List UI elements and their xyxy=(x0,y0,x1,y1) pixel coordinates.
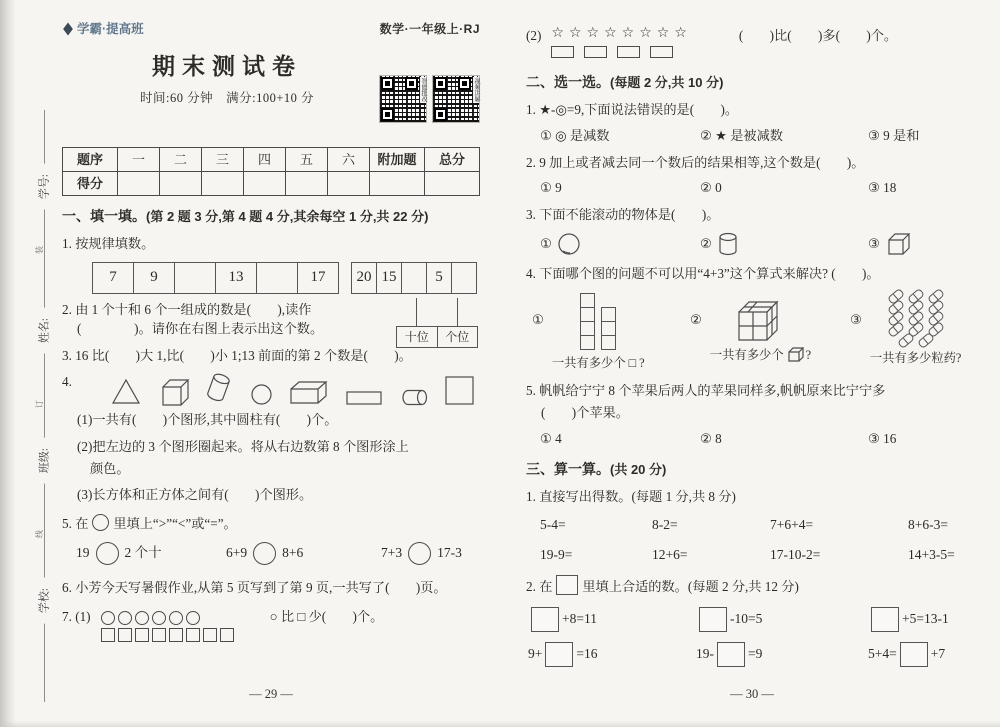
square-shape xyxy=(152,628,166,642)
cuboid-icon xyxy=(288,378,330,406)
qr-finder-icon xyxy=(405,77,418,90)
option-mark: ① xyxy=(540,236,552,252)
compare-left: 19 xyxy=(76,545,90,561)
cylinder-icon xyxy=(717,231,739,257)
section3-heading xyxy=(526,459,978,480)
equation: 14+3-5= xyxy=(908,546,955,562)
s2-q4-figures xyxy=(526,292,978,372)
q5-label-pre: 5. 在 xyxy=(62,516,89,532)
star-icon: ☆ xyxy=(621,25,637,41)
q4-shapes-row xyxy=(110,372,480,406)
score-row-label: 得分 xyxy=(63,171,118,195)
q4-block xyxy=(62,372,480,406)
option-mark: ① xyxy=(532,311,544,327)
q7-2-question: ( )比( )多( )个。 xyxy=(738,28,898,43)
option: ③ 16 xyxy=(868,430,897,446)
strip-cell: 17 xyxy=(297,263,338,293)
strip-cell-blank xyxy=(401,263,426,293)
circle-shape xyxy=(152,611,166,625)
s2-q1-options xyxy=(526,126,978,146)
brand-logo xyxy=(62,20,144,39)
equation: 8-2= xyxy=(652,517,678,533)
equation: 12+6= xyxy=(652,546,688,562)
score-header-cell: 五 xyxy=(286,147,328,171)
rect-shape xyxy=(617,46,640,58)
option: ③ 9 是和 xyxy=(868,127,920,143)
s2-q3-text: 3. 下面不能滚动的物体是( )。 xyxy=(526,207,720,223)
option: ① ◎ 是减数 xyxy=(540,127,610,143)
section2-note: (每题 2 分,共 10 分) xyxy=(610,75,724,90)
strip-cell-blank xyxy=(256,263,297,293)
answer-box xyxy=(699,607,727,632)
q4-sub3: (3)长方体和正方体之间有( )个图形。 xyxy=(77,487,313,503)
equation: 5-4= xyxy=(540,517,566,533)
section1-heading xyxy=(62,206,480,227)
strip-cell-blank xyxy=(451,263,476,293)
stars-row xyxy=(551,26,689,40)
qr-finder-icon xyxy=(434,108,447,121)
s3-q1-row2 xyxy=(526,545,978,565)
star-icon: ☆ xyxy=(604,25,619,41)
strip-cell: 7 xyxy=(109,269,117,286)
section2-title: 二、选一选。 xyxy=(526,74,610,90)
caption-pre: 一共有多少个 xyxy=(709,347,784,362)
equation: 19-9= xyxy=(540,546,573,562)
q2-line1: 2. 由 1 个十和 6 个一组成的数是( ),读作 xyxy=(62,301,312,317)
option: ② 8 xyxy=(700,430,722,446)
option-mark: ③ xyxy=(868,236,880,252)
qr-group xyxy=(379,75,480,123)
pills-group xyxy=(885,292,947,345)
eq-pre: 19- xyxy=(696,646,714,662)
answer-box xyxy=(900,642,928,667)
section1-note: (第 2 题 3 分,第 4 题 4 分,其余每空 1 分,共 22 分) xyxy=(146,208,429,224)
eq-post: +7 xyxy=(930,646,946,662)
paper-title: 期末测试卷 xyxy=(152,52,302,79)
eq-post: +8=11 xyxy=(562,611,597,627)
page-number-left: — 29 — xyxy=(249,687,293,702)
option: ③ 18 xyxy=(868,180,897,196)
square-shape xyxy=(169,628,183,642)
option-mark: ② xyxy=(690,311,702,327)
score-header-cell: 六 xyxy=(328,147,370,171)
option: ② 0 xyxy=(700,180,722,196)
edition-label: 数学·一年级上·RJ xyxy=(379,22,480,36)
square-shape xyxy=(601,335,616,350)
option: ① 9 xyxy=(540,180,562,196)
counting-stick xyxy=(416,298,417,326)
square-shape xyxy=(580,335,595,350)
q3-text: 3. 16 比( )大 1,比( )小 1;13 前面的第 2 个数是( )。 xyxy=(62,348,412,364)
equation: 8+6-3= xyxy=(908,517,948,533)
s2-q2-options xyxy=(526,178,978,198)
binding-char-zhuang: 装 xyxy=(35,246,44,254)
section3-title: 三、算一算。 xyxy=(526,460,610,477)
ones-place-label: 个位 xyxy=(437,327,478,347)
s2-q4-text: 4. 下面哪个图的问题不可以用“4+3”这个算式来解决? ( )。 xyxy=(526,265,880,281)
score-cell-empty xyxy=(425,171,480,195)
square-shape xyxy=(601,321,616,336)
square-stack-3 xyxy=(601,308,616,350)
strip-cell: 20 xyxy=(356,269,372,286)
score-header-cell: 附加题 xyxy=(370,147,425,171)
star-icon: ☆ xyxy=(639,25,654,41)
counting-stick xyxy=(457,298,458,326)
q7-2-figure xyxy=(551,26,689,58)
square-shape xyxy=(186,628,200,642)
square-stack-4 xyxy=(580,294,595,350)
rects-row xyxy=(551,46,689,58)
rect-shape xyxy=(650,46,673,58)
compare-right: 17-3 xyxy=(437,545,462,561)
q4-number: 4. xyxy=(62,373,72,389)
eq-post: =9 xyxy=(748,646,763,662)
square-shape xyxy=(203,628,217,642)
circle-shape xyxy=(135,611,149,625)
s2-q2-text: 2. 9 加上或者减去同一个数后的结果相等,这个数是( )。 xyxy=(526,154,865,170)
q4-figure-3 xyxy=(850,292,978,372)
place-value-chart xyxy=(396,326,478,348)
score-cell-empty xyxy=(160,171,202,195)
s3-q2-row2 xyxy=(526,642,978,667)
paper-subtitle: 时间:60 分钟 满分:100+10 分 xyxy=(140,91,314,106)
number-strip-1 xyxy=(92,262,339,294)
box-equation xyxy=(528,642,696,667)
compare-item xyxy=(226,542,381,565)
score-cell-empty xyxy=(370,171,425,195)
q2-block xyxy=(62,300,480,344)
eq-post: -10=5 xyxy=(730,611,763,627)
circle-shape xyxy=(118,611,132,625)
box-equation xyxy=(696,642,868,667)
answer-box xyxy=(717,642,745,667)
score-header-cell: 总分 xyxy=(425,147,480,171)
score-header-cell: 一 xyxy=(118,147,160,171)
score-cell-empty xyxy=(244,171,286,195)
s2-q1-text: 1. ★-◎=9,下面说法错误的是( )。 xyxy=(526,102,739,117)
strip-cell: 13 xyxy=(215,263,256,293)
strip-cell: 5 xyxy=(426,263,451,293)
squares-row xyxy=(101,628,234,642)
equation: 17-10-2= xyxy=(770,546,821,562)
section2-heading xyxy=(526,72,978,93)
cylinder-tilted-icon xyxy=(200,368,240,410)
figure-caption: 一共有多少个 □ ? xyxy=(551,355,645,370)
answer-box xyxy=(531,607,559,632)
square-shape xyxy=(118,628,132,642)
score-cell-empty xyxy=(202,171,244,195)
qr-finder-icon xyxy=(381,77,394,90)
scan-bottom-edge xyxy=(0,721,1000,727)
strip-cell: 9 xyxy=(133,263,174,293)
triangle-icon xyxy=(110,377,142,406)
option-mark: ③ xyxy=(850,311,862,327)
class-field: 班级: xyxy=(36,438,53,484)
equation: 7+6+4= xyxy=(770,517,814,533)
q1-number-strips xyxy=(92,262,480,294)
q7-2-block xyxy=(526,26,978,58)
answer-circle xyxy=(408,542,431,565)
score-header-cell: 题序 xyxy=(63,147,118,171)
rect-shape xyxy=(551,46,574,58)
eq-post: +5=13-1 xyxy=(902,611,949,627)
square-shape xyxy=(220,628,234,642)
s3-q1-label: 1. 直接写出得数。(每题 1 分,共 8 分) xyxy=(526,488,736,504)
star-icon: ☆ xyxy=(674,25,689,41)
square-shape xyxy=(101,628,115,642)
school-field: 学校: xyxy=(36,578,53,624)
blank-circle-icon xyxy=(92,514,109,531)
compare-item xyxy=(381,542,480,565)
score-table-header-row xyxy=(63,147,480,171)
option: ① 4 xyxy=(540,430,562,446)
option: ② ★ 是被减数 xyxy=(700,127,783,143)
student-id-field: 学号: xyxy=(36,164,53,210)
qr-code-grading xyxy=(379,75,427,123)
brand-text: 学霸·提高班 xyxy=(77,22,144,36)
cylinder-lying-icon xyxy=(398,389,429,406)
q1-label: 1. 按规律填数。 xyxy=(62,235,155,251)
eq-pre: 5+4= xyxy=(868,646,897,662)
figure-caption xyxy=(710,346,811,364)
q7-block xyxy=(62,607,480,642)
compare-right: 2 个十 xyxy=(124,545,162,561)
pill-icon xyxy=(897,332,915,349)
square-shape xyxy=(135,628,149,642)
s2-q5-line2: ( )个苹果。 xyxy=(541,405,629,421)
star-icon: ☆ xyxy=(586,25,602,41)
scan-left-edge xyxy=(0,0,16,727)
square-shape xyxy=(601,307,616,322)
tens-place-label: 十位 xyxy=(404,329,429,344)
circle-shape xyxy=(186,611,200,625)
q4-sub1: (1)一共有( )个图形,其中圆柱有( )个。 xyxy=(77,411,338,427)
q7-number: 7. (1) xyxy=(62,608,91,624)
q7-question: ○ 比 □ 少( )个。 xyxy=(269,608,384,624)
q2-line2: ( )。请你在右图上表示出这个数。 xyxy=(77,321,324,337)
qr-finder-icon xyxy=(458,77,471,90)
qr-finder-icon xyxy=(434,77,447,90)
qr-code-video xyxy=(432,75,480,123)
square-shape xyxy=(580,307,595,322)
q7-2-number: (2) xyxy=(526,28,542,43)
box-equation xyxy=(528,607,696,632)
circle-shape xyxy=(101,611,115,625)
q6-text: 6. 小芳今天写暑假作业,从第 5 页写到了第 9 页,一共写了( )页。 xyxy=(62,579,447,595)
answer-box xyxy=(545,642,573,667)
strip-cell-blank xyxy=(174,263,215,293)
s3-q1-row1 xyxy=(526,515,978,535)
sphere-icon xyxy=(557,232,581,256)
cube-icon xyxy=(885,231,911,256)
section1-title: 一、填一填。 xyxy=(62,207,146,224)
star-icon: ☆ xyxy=(568,25,584,41)
s3-q2-label xyxy=(526,575,978,597)
score-table-score-row xyxy=(63,171,480,195)
binding-char-ding: 订 xyxy=(35,400,44,408)
square-icon xyxy=(444,375,475,406)
option-cylinder xyxy=(700,231,868,257)
compare-item xyxy=(76,542,226,565)
s2-q5-line1: 5. 帆帆给宁宁 8 个苹果后两人的苹果同样多,帆帆原来比宁宁多 xyxy=(526,383,886,399)
s2-q3-options xyxy=(526,231,978,257)
square-shape xyxy=(580,321,595,336)
s3-q2-label-post: 里填上合适的数。(每题 2 分,共 12 分) xyxy=(582,578,799,594)
binding-char-xian: 线 xyxy=(35,530,44,538)
circle-icon xyxy=(250,383,273,406)
blank-box-icon xyxy=(556,575,578,595)
box-equation xyxy=(868,642,978,667)
option-mark: ② xyxy=(700,236,712,252)
q4-figure-1 xyxy=(532,292,690,372)
star-icon: ☆ xyxy=(551,25,566,41)
compare-right: 8+6 xyxy=(282,545,304,561)
square-shape xyxy=(580,293,595,308)
graduation-cap-icon xyxy=(63,23,73,36)
q4-sub2b: 颜色。 xyxy=(90,460,130,476)
compare-left: 7+3 xyxy=(381,545,403,561)
score-header-cell: 二 xyxy=(160,147,202,171)
score-cell-empty xyxy=(328,171,370,195)
box-equation xyxy=(696,607,868,632)
score-table xyxy=(62,147,480,196)
answer-circle xyxy=(253,542,276,565)
q4-figure-2 xyxy=(690,292,850,372)
caption-post: ? xyxy=(805,347,812,362)
strip-cell: 15 xyxy=(376,263,401,293)
cube-cluster-icon xyxy=(733,292,787,342)
cube-icon xyxy=(157,375,190,406)
score-header-cell: 四 xyxy=(244,147,286,171)
page-left xyxy=(62,20,480,712)
answer-box xyxy=(871,607,899,632)
name-field: 姓名: xyxy=(36,308,53,354)
score-header-cell: 三 xyxy=(202,147,244,171)
qr-label: 视频讲解 xyxy=(473,77,479,102)
answer-circle xyxy=(96,542,119,565)
q4-sub2a: (2)把左边的 3 个图形圈起来。将从右边数第 8 个图形涂上 xyxy=(77,438,409,454)
rect-shape xyxy=(584,46,607,58)
q5-label xyxy=(62,514,480,534)
eq-pre: 9+ xyxy=(528,646,543,662)
s3-q2-label-pre: 2. 在 xyxy=(526,578,553,594)
eq-post: =16 xyxy=(576,646,598,662)
circles-row xyxy=(101,611,234,625)
section3-note: (共 20 分) xyxy=(610,461,667,477)
s2-q5-options xyxy=(526,429,978,449)
figure-caption: 一共有多少粒药? xyxy=(869,350,962,365)
score-cell-empty xyxy=(118,171,160,195)
q7-figure xyxy=(101,611,234,642)
q5-compare-row xyxy=(62,542,480,565)
option-cube xyxy=(868,231,978,257)
s3-q2-row1 xyxy=(526,607,978,632)
qr-finder-icon xyxy=(381,108,394,121)
number-strip-2 xyxy=(351,262,477,294)
circle-shape xyxy=(169,611,183,625)
compare-left: 6+9 xyxy=(226,545,248,561)
box-equation xyxy=(868,607,978,632)
page-right xyxy=(526,20,978,712)
q5-label-post: 里填上“>”“<”或“=”。 xyxy=(113,516,237,532)
score-cell-empty xyxy=(286,171,328,195)
cube-icon xyxy=(786,346,804,363)
star-icon: ☆ xyxy=(656,25,672,41)
option-sphere xyxy=(540,231,700,257)
rectangle-icon xyxy=(345,389,383,406)
square-stacks xyxy=(580,292,616,350)
pill-icon xyxy=(917,332,935,349)
page-number-right: — 30 — xyxy=(730,687,774,702)
qr-label: 智能批改 xyxy=(420,77,426,102)
title-block xyxy=(62,49,480,135)
